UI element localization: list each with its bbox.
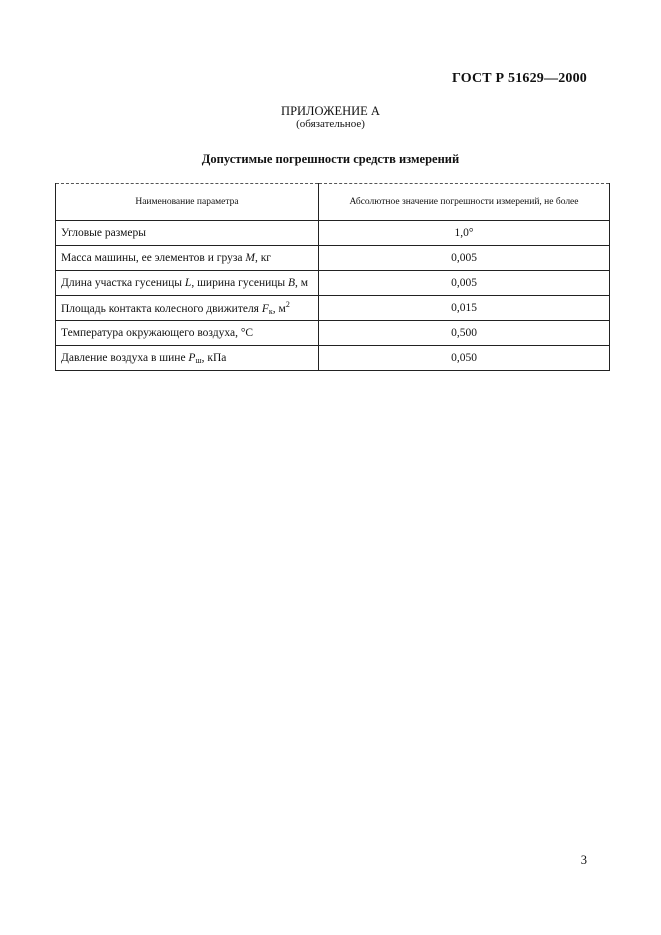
document-code: ГОСТ Р 51629—2000 <box>451 71 587 86</box>
table-header-row <box>56 184 610 221</box>
measurement-errors-table <box>55 183 610 371</box>
annex-subtitle: (обязательное) <box>296 118 365 130</box>
table-title: Допустимые погрешности средств измерений <box>201 152 460 166</box>
unit-superscript: 2 <box>285 300 290 309</box>
symbol-subscript: ш <box>195 355 202 365</box>
table-row <box>56 221 610 246</box>
table-row <box>56 346 610 371</box>
name-text: , ширина гусеницы <box>191 277 289 289</box>
error-value: 0,050 <box>319 346 610 371</box>
parameter-name <box>56 271 319 296</box>
name-text: Давление воздуха в шине <box>61 351 189 364</box>
column-header-parameter: Наименование параметра <box>56 184 319 221</box>
parameter-name: Температура окружающего воздуха, °С <box>56 321 319 346</box>
name-text: Масса машины, ее элементов и груза <box>61 252 246 264</box>
error-value: 0,500 <box>319 321 610 346</box>
symbol-mass: M <box>245 252 255 264</box>
table-row <box>56 296 610 321</box>
name-text: Длина участка гусеницы <box>61 277 185 289</box>
parameter-name: Угловые размеры <box>56 221 319 246</box>
name-unit: , м <box>295 277 309 289</box>
parameter-name <box>56 346 319 371</box>
name-unit: , кг <box>254 252 271 264</box>
symbol-area: F <box>261 303 269 315</box>
symbol-subscript: к <box>268 307 273 316</box>
page-number: 3 <box>580 853 587 867</box>
symbol-pressure: P <box>188 351 196 364</box>
annex-title: ПРИЛОЖЕНИЕ А <box>281 104 380 118</box>
parameter-name <box>56 246 319 271</box>
table-row <box>56 246 610 271</box>
error-value: 1,0° <box>319 221 610 246</box>
error-value: 0,015 <box>319 296 610 321</box>
symbol-width: B <box>288 277 296 289</box>
column-header-error: Абсолютное значение погрешности измерений, не более <box>319 184 610 221</box>
name-text: Площадь контакта колесного движителя <box>61 303 262 315</box>
name-unit: , кПа <box>201 351 227 364</box>
table-row <box>56 271 610 296</box>
parameter-name <box>56 296 319 321</box>
symbol-length: L <box>184 277 192 289</box>
name-unit: , м <box>272 303 286 315</box>
error-value: 0,005 <box>319 271 610 296</box>
table-row <box>56 321 610 346</box>
error-value: 0,005 <box>319 246 610 271</box>
